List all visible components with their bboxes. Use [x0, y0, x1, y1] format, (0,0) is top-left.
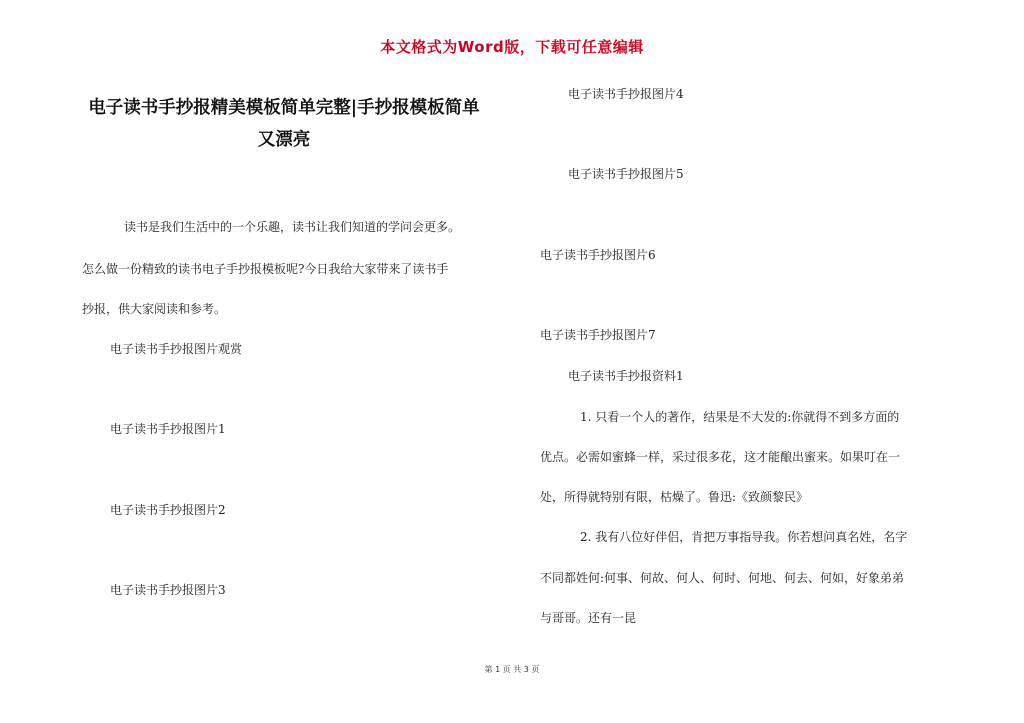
- item2-line-1: 2. 我有八位好伴侣，肯把万事指导我。你若想问真名姓，名字: [580, 530, 908, 544]
- title-line-2: 又漂亮: [257, 130, 311, 150]
- title-line-1: 电子读书手抄报精美模板简单完整|手抄报模板简单: [88, 98, 480, 118]
- item2-line-2: 不同都姓何:何事、何故、何人、何时、何地、何去、何如，好象弟弟: [540, 571, 905, 585]
- item1-line-1: 1. 只看一个人的著作，结果是不大发的:你就得不到多方面的: [580, 410, 900, 424]
- word-format-banner: 本文格式为Word版，下载可任意编辑: [380, 38, 644, 56]
- picture-caption-2: 电子读书手抄报图片2: [110, 503, 226, 517]
- picture-caption-6: 电子读书手抄报图片6: [540, 248, 656, 262]
- picture-caption-4: 电子读书手抄报图片4: [568, 87, 684, 101]
- intro-line-2: 怎么做一份精致的读书电子手抄报模板呢?今日我给大家带来了读书手: [82, 262, 449, 276]
- intro-line-3: 抄报，供大家阅读和参考。: [82, 302, 227, 316]
- material-heading: 电子读书手抄报资料1: [568, 369, 684, 383]
- picture-caption-5: 电子读书手抄报图片5: [568, 167, 684, 181]
- picture-caption-1: 电子读书手抄报图片1: [110, 422, 226, 436]
- intro-line-1: 读书是我们生活中的一个乐趣，读书让我们知道的学问会更多。: [124, 220, 461, 234]
- document-title: [64, 92, 504, 156]
- picture-caption-3: 电子读书手抄报图片3: [110, 583, 226, 597]
- page-number-footer: 第 1 页 共 3 页: [484, 665, 540, 674]
- item1-line-2: 优点。必需如蜜蜂一样，采过很多花，这才能酿出蜜来。如果叮在一: [540, 450, 901, 464]
- picture-caption-7: 电子读书手抄报图片7: [540, 328, 656, 342]
- item2-line-3: 与哥哥。还有一昆: [540, 611, 637, 625]
- gallery-heading: 电子读书手抄报图片观赏: [110, 342, 243, 356]
- item1-line-3: 处，所得就特别有限，枯燥了。鲁迅:《致颜黎民》: [540, 490, 809, 504]
